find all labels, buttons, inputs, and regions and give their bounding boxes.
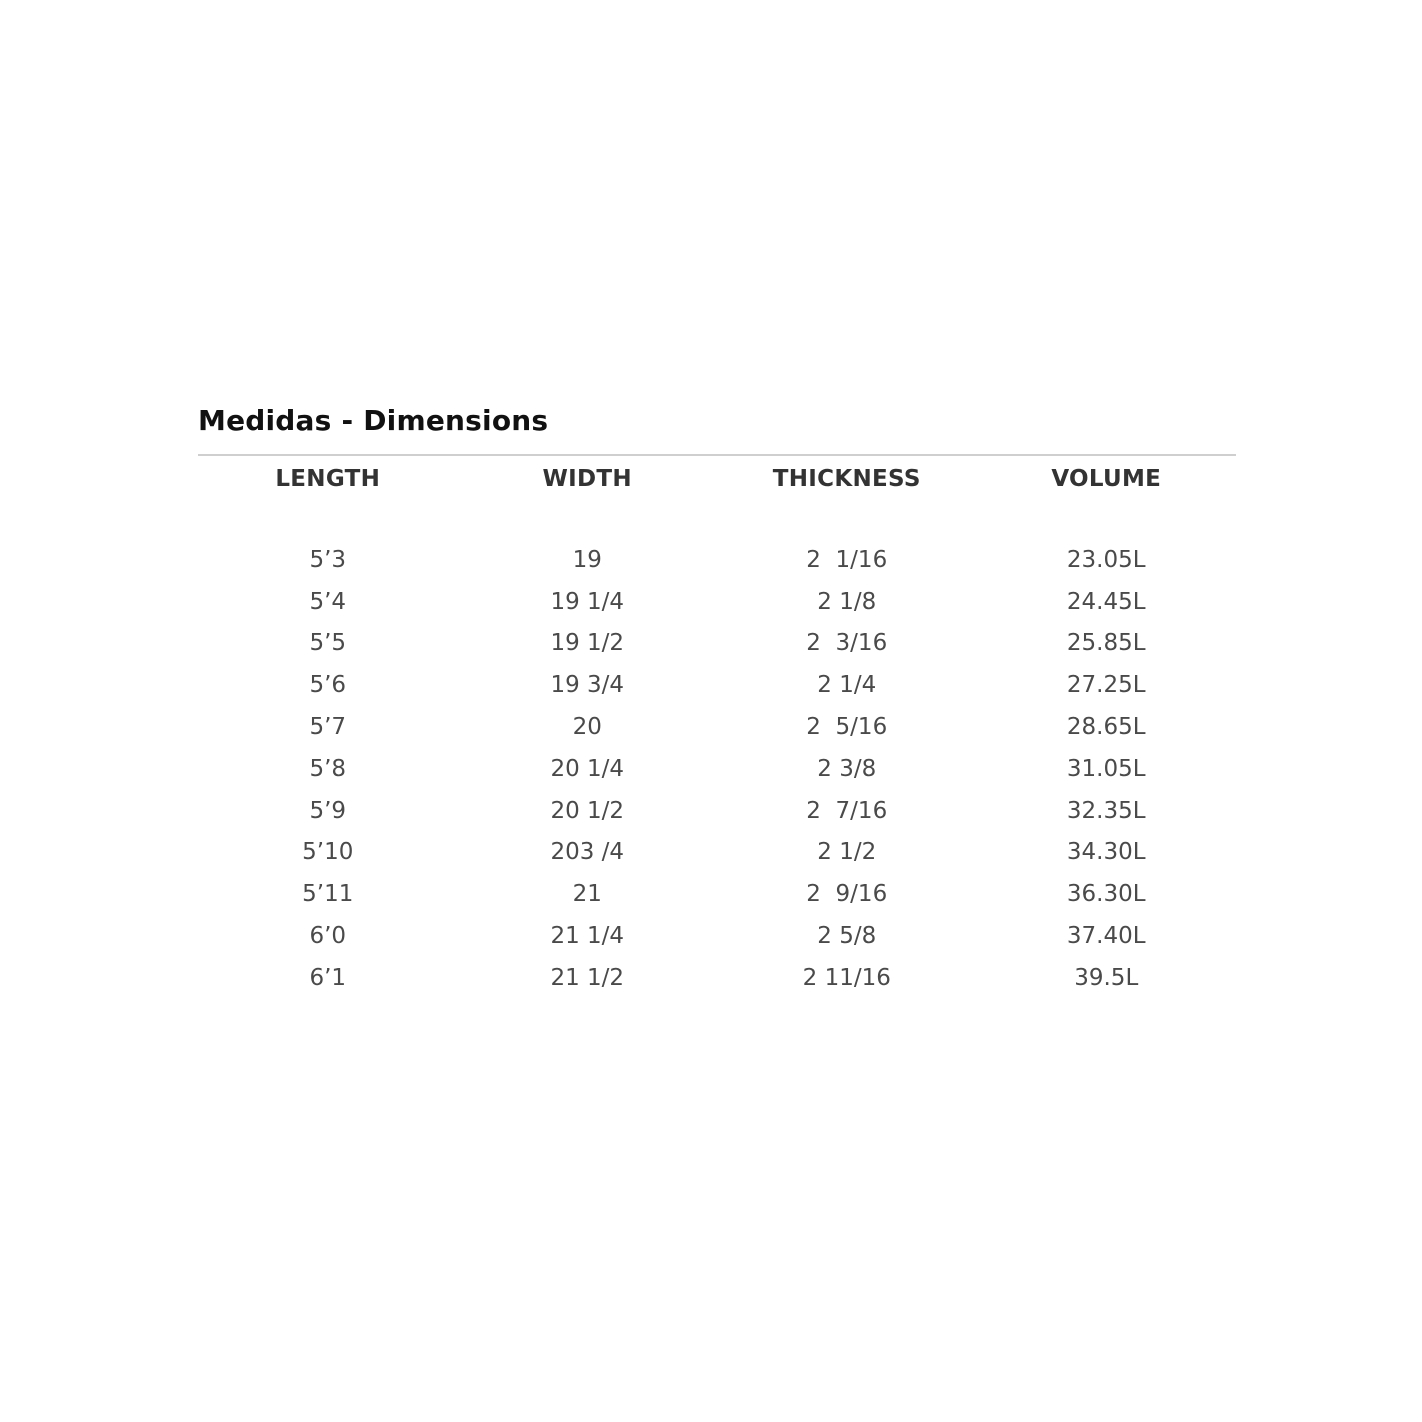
cell-width: 20 1/4 bbox=[550, 755, 625, 782]
cell-length: 5’7 bbox=[309, 714, 347, 741]
table-row bbox=[198, 664, 1236, 706]
cell-thickness: 2 3/8 bbox=[817, 755, 877, 782]
cell-volume: 32.35L bbox=[1066, 797, 1146, 824]
dimensions-table bbox=[198, 456, 1236, 1017]
cell-width: 19 1/4 bbox=[550, 588, 625, 615]
table-row bbox=[198, 957, 1236, 999]
cell-volume: 28.65L bbox=[1066, 714, 1146, 741]
cell-thickness: 2 1/8 bbox=[817, 588, 877, 615]
cell-thickness: 2 3/16 bbox=[806, 630, 888, 657]
cell-length: 5’6 bbox=[309, 672, 347, 699]
table-row bbox=[198, 623, 1236, 665]
cell-thickness: 2 11/16 bbox=[802, 964, 891, 991]
cell-length: 5’5 bbox=[309, 630, 347, 657]
cell-volume: 34.30L bbox=[1066, 839, 1146, 866]
table-row bbox=[198, 706, 1236, 748]
table-row bbox=[198, 539, 1236, 581]
cell-volume: 39.5L bbox=[1074, 964, 1139, 991]
cell-length: 6’0 bbox=[309, 923, 347, 950]
cell-volume: 27.25L bbox=[1066, 672, 1146, 699]
table-header-row bbox=[198, 456, 1236, 502]
cell-length: 5’11 bbox=[302, 881, 354, 908]
dimensions-section bbox=[198, 400, 1236, 1017]
cell-length: 5’9 bbox=[309, 797, 347, 824]
cell-length: 5’3 bbox=[309, 546, 347, 573]
cell-thickness: 2 1/4 bbox=[817, 672, 877, 699]
cell-width: 21 bbox=[572, 881, 602, 908]
cell-length: 5’10 bbox=[302, 839, 354, 866]
cell-volume: 25.85L bbox=[1066, 630, 1146, 657]
cell-thickness: 2 1/2 bbox=[817, 839, 877, 866]
cell-volume: 36.30L bbox=[1066, 881, 1146, 908]
cell-thickness: 2 7/16 bbox=[806, 797, 888, 824]
cell-width: 203 /4 bbox=[550, 839, 625, 866]
cell-width: 19 3/4 bbox=[550, 672, 625, 699]
section-title: Medidas - Dimensions bbox=[198, 404, 549, 437]
cell-length: 5’8 bbox=[309, 755, 347, 782]
table-spacer-row bbox=[198, 502, 1236, 539]
table-row bbox=[198, 873, 1236, 915]
cell-volume: 37.40L bbox=[1066, 923, 1146, 950]
cell-width: 19 bbox=[572, 546, 602, 573]
cell-width: 19 1/2 bbox=[550, 630, 625, 657]
cell-width: 21 1/4 bbox=[550, 923, 625, 950]
table-row bbox=[198, 790, 1236, 832]
table-row bbox=[198, 748, 1236, 790]
table-row bbox=[198, 915, 1236, 957]
cell-volume: 24.45L bbox=[1066, 588, 1146, 615]
table-bottom-spacer bbox=[198, 999, 1236, 1017]
cell-width: 20 bbox=[572, 714, 602, 741]
cell-length: 5’4 bbox=[309, 588, 347, 615]
column-header-width: WIDTH bbox=[542, 466, 632, 492]
cell-length: 6’1 bbox=[309, 964, 347, 991]
table-row bbox=[198, 581, 1236, 623]
cell-thickness: 2 9/16 bbox=[806, 881, 888, 908]
cell-volume: 23.05L bbox=[1066, 546, 1146, 573]
cell-width: 20 1/2 bbox=[550, 797, 625, 824]
cell-thickness: 2 1/16 bbox=[806, 546, 888, 573]
cell-thickness: 2 5/16 bbox=[806, 714, 888, 741]
table-row bbox=[198, 832, 1236, 874]
column-header-length: LENGTH bbox=[275, 466, 381, 492]
column-header-volume: VOLUME bbox=[1051, 466, 1162, 492]
cell-volume: 31.05L bbox=[1066, 755, 1146, 782]
cell-thickness: 2 5/8 bbox=[817, 923, 877, 950]
column-header-thickness: THICKNESS bbox=[772, 466, 921, 492]
cell-width: 21 1/2 bbox=[550, 964, 625, 991]
